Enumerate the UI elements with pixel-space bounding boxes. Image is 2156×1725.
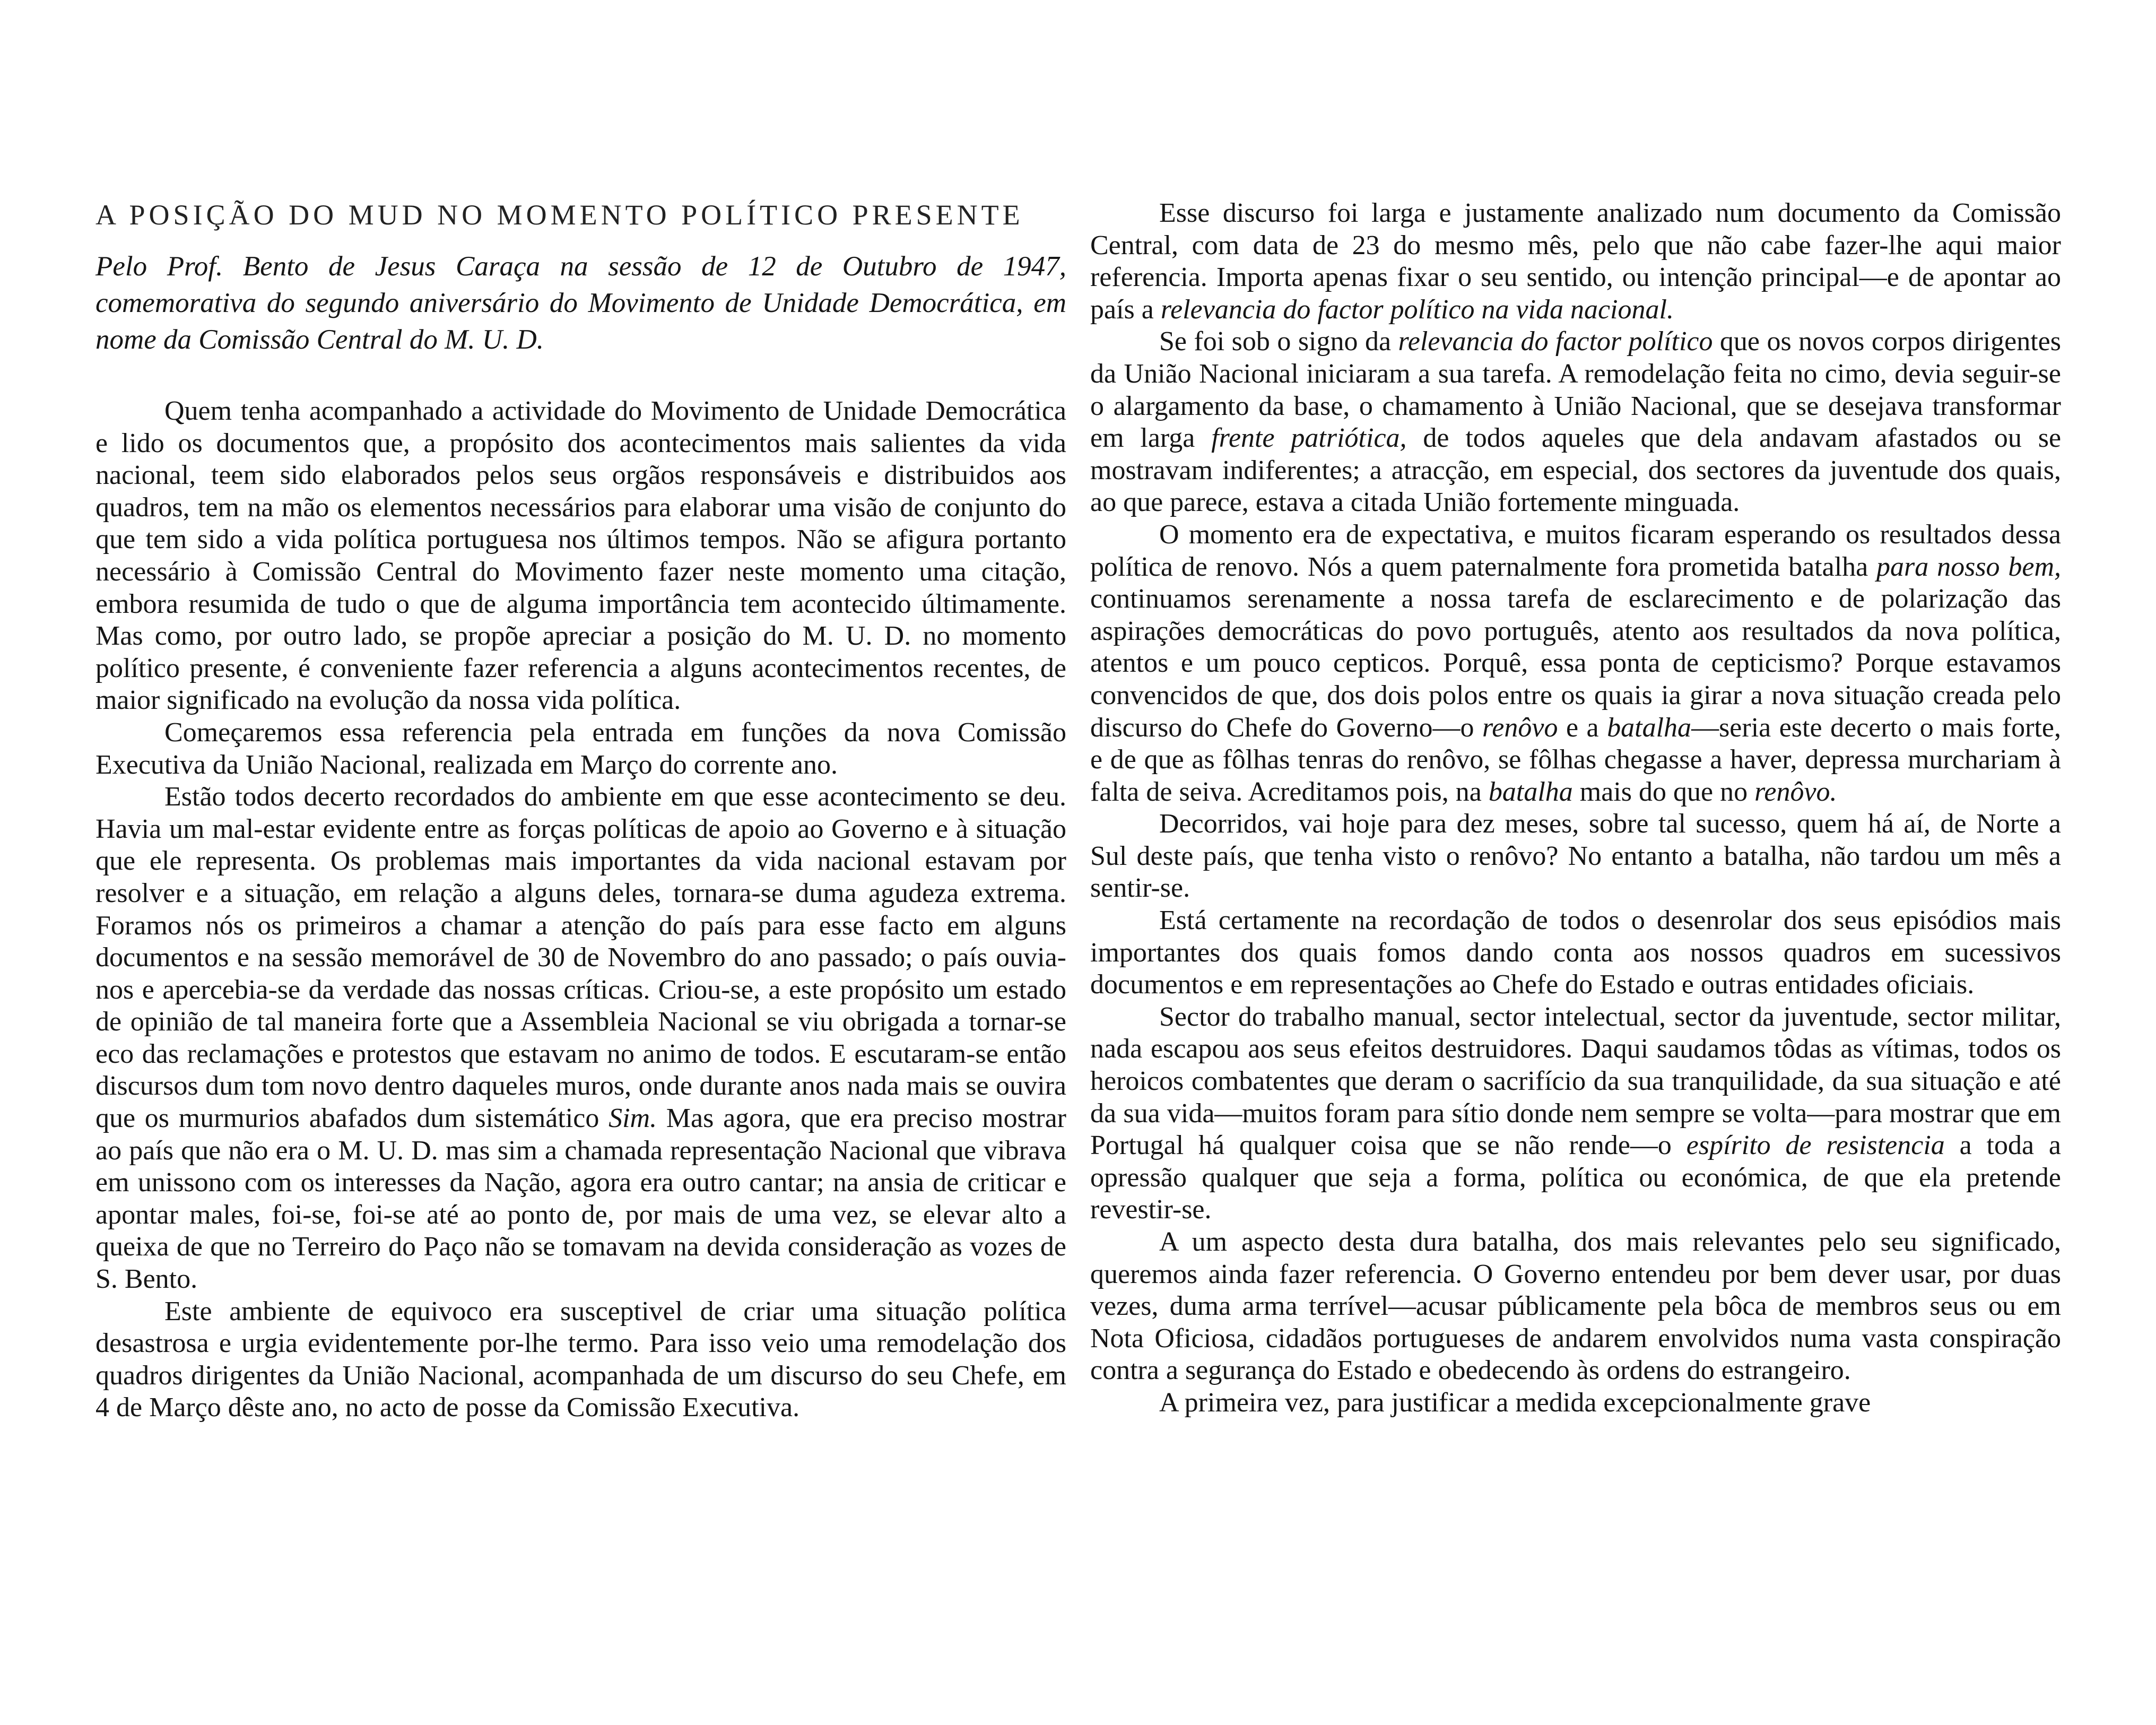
paragraph: Decorridos, vai hoje para dez meses, sobre tal sucesso, quem há aí, de Norte a Sul deste país, que tenha visto o renôvo? No entanto a batalha, não tardou um mês a sentir-se. (1090, 809, 2061, 904)
text-run: Sector do trabalho manual, sector intelectual, sector da juventude, sector militar, nada escapou aos seus efeitos destruidores. Daqui saudamos tôdas as vítimas, todos os heroicos combatentes que deram o sacrifício da sua tranquilidade, da sua situação e até da sua vida—muitos foram para sítio donde nem sempre se volta—para mostrar que em Portugal há qualquer coisa que se não rende—o (1090, 1001, 2061, 1161)
text-run: Esse discurso foi larga e justamente analizado num documento da Comissão Central, com data de 23 do mesmo mês, pelo que não cabe fazer-lhe aqui maior referencia. Importa apenas fixar o seu sentido, ou intenção principal—e de apontar ao país a (1090, 198, 2061, 325)
emphasis: relevancia do factor político (1398, 326, 1713, 357)
emphasis: Sim. (608, 1103, 657, 1134)
text-run: O momento era de expectativa, e muitos ficaram esperando os resultados dessa política de renovo. Nós a quem paternalmente fora prometida batalha (1090, 519, 2061, 582)
emphasis: renôvo (1482, 712, 1558, 743)
article-subtitle: Pelo Prof. Bento de Jesus Caraça na sessão de 12 de Outubro de 1947, comemorativa do segundo aniversário do Movimento de Unidade Democrática, em nome da Comissão Central do M. U. D. (95, 251, 1066, 355)
text-run: Mas agora, que era preciso mostrar ao país que não era o M. U. D. mas sim a chamada representação Nacional que vibrava em unissono com os interesses da Nação, agora era outro cantar; na ansia de criticar e apontar males, foi-se, foi-se até ao ponto de, por mais de uma vez, se elevar alto a queixa de que no Terreiro do Paço não se tomavam na devida consideração as vozes de S. Bento. (95, 1103, 1066, 1295)
text-run: e a (1558, 712, 1607, 743)
paragraph: Quem tenha acompanhado a actividade do Movimento de Unidade Democrática e lido os documentos que, a propósito dos acontecimentos mais salientes da vida nacional, teem sido elaborados pelos seus orgãos responsáveis e distribuidos aos quadros, tem na mão os elementos necessários para elaborar uma visão de conjunto do que tem sido a vida política portuguesa nos últimos tempos. Não se afigura portanto necessário à Comissão Central do Movimento fazer neste momento uma citação, embora resumida de tudo o que de alguma importância tem acontecido últimamente. Mas como, por outro lado, se propõe apreciar a posição do M. U. D. no momento político presente, é conveniente fazer referencia a alguns acontecimentos recentes, de maior significado na evolução da nossa vida política. (95, 396, 1066, 716)
paragraph: A um aspecto desta dura batalha, dos mais relevantes pelo seu significado, queremos ainda fazer referencia. O Governo entendeu por bem dever usar, por duas vezes, duma arma terrível—acusar públicamente pela bôca de membros seus ou em Nota Oficiosa, cidadãos portugueses de andarem envolvidos numa vasta conspiração contra a segurança do Estado e obedecendo às ordens do estrangeiro. (1090, 1227, 2061, 1386)
emphasis: batalha (1488, 776, 1573, 807)
paragraph (1090, 326, 2061, 519)
left-column (95, 196, 1066, 1424)
text-run: —seria este decerto o mais forte, e de que as fôlhas tenras do renôvo, se fôlhas chegasse a haver, depressa murchariam à falta de seiva. Acreditamos pois, na (1090, 712, 2061, 807)
emphasis: renôvo. (1754, 776, 1837, 807)
emphasis: relevancia do factor político na vida nacional. (1160, 294, 1674, 325)
paragraph (1090, 197, 2061, 326)
text-run: continuamos serenamente a nossa tarefa de esclarecimento e de polarização das aspirações democráticas do povo português, atento aos resultados da nova política, atentos e um pouco cepticos. Porquê, essa ponta de cepticismo? Porque estavamos convencidos de que, dos dois polos entre os quais ia girar a nova situação creada pelo discurso do Chefe do Governo—o (1090, 584, 2061, 743)
text-run: mais do que no (1572, 776, 1755, 807)
paragraph (95, 781, 1066, 1296)
paragraph: Começaremos essa referencia pela entrada em funções da nova Comissão Executiva da União Nacional, realizada em Março do corrente ano. (95, 717, 1066, 780)
paragraph (1090, 1001, 2061, 1226)
text-run: Estão todos decerto recordados do ambiente em que esse acontecimento se deu. Havia um mal-estar evidente entre as forças políticas de apoio ao Governo e à situação que ele representa. Os problemas mais importantes da vida nacional estavam por resolver e a situação, em relação a alguns deles, tornara-se duma agudeza extrema. Foramos nós os primeiros a chamar a atenção do país para esse facto em alguns documentos e na sessão memorável de 30 de Novembro do ano passado; o país ouvia-nos e apercebia-se da verdade das nossas críticas. Criou-se, a este propósito um estado de opinião de tal maneira forte que a Assembleia Nacional se viu obrigada a tornar-se eco das reclamações e protestos que estavam no animo de todos. E escutaram-se então discursos dum tom novo dentro daqueles muros, onde durante anos nada mais se ouvira que os murmurios abafados dum sistemático (95, 782, 1066, 1134)
article-title: A POSIÇÃO DO MUD NO MOMENTO POLÍTICO PRESENTE (95, 199, 1024, 231)
emphasis: batalha (1607, 712, 1692, 743)
emphasis: espírito de resistencia (1686, 1130, 1945, 1161)
emphasis: frente patriótica, (1211, 423, 1407, 454)
paragraph: Este ambiente de equivoco era susceptivel de criar uma situação política desastrosa e urgia evidentemente por-lhe termo. Para isso veio uma remodelação dos quadros dirigentes da União Nacional, acompanhada de um discurso do seu Chefe, em 4 de Março dêste ano, no acto de posse da Comissão Executiva. (95, 1296, 1066, 1423)
right-column (1090, 196, 2061, 1419)
text-run: Se foi sob o signo da (1159, 326, 1398, 357)
text-run: de todos aqueles que dela andavam afastados ou se mostravam indiferentes; a atracção, em especial, dos sectores da juventude dos quais, ao que parece, estava a citada União fortemente minguada. (1090, 423, 2062, 518)
paragraph: Está certamente na recordação de todos o desenrolar dos seus episódios mais importantes dos quais fomos dando conta aos nossos quadros em sucessivos documentos e em representações ao Chefe do Estado e outras entidades oficiais. (1090, 905, 2061, 1000)
paragraph (1090, 519, 2061, 808)
text-run: a toda a opressão qualquer que seja a forma, política ou económica, de que ela pretende revestir-se. (1090, 1130, 2062, 1225)
text-run: que os novos corpos dirigentes da União Nacional iniciaram a sua tarefa. A remodelação feita no cimo, devia seguir-se o alargamento da base, o chamamento à União Nacional, que se desejava transformar em larga (1090, 326, 2061, 454)
paragraph: A primeira vez, para justificar a medida excepcionalmente grave (1159, 1387, 1871, 1418)
emphasis: para nosso bem, (1876, 551, 2061, 582)
